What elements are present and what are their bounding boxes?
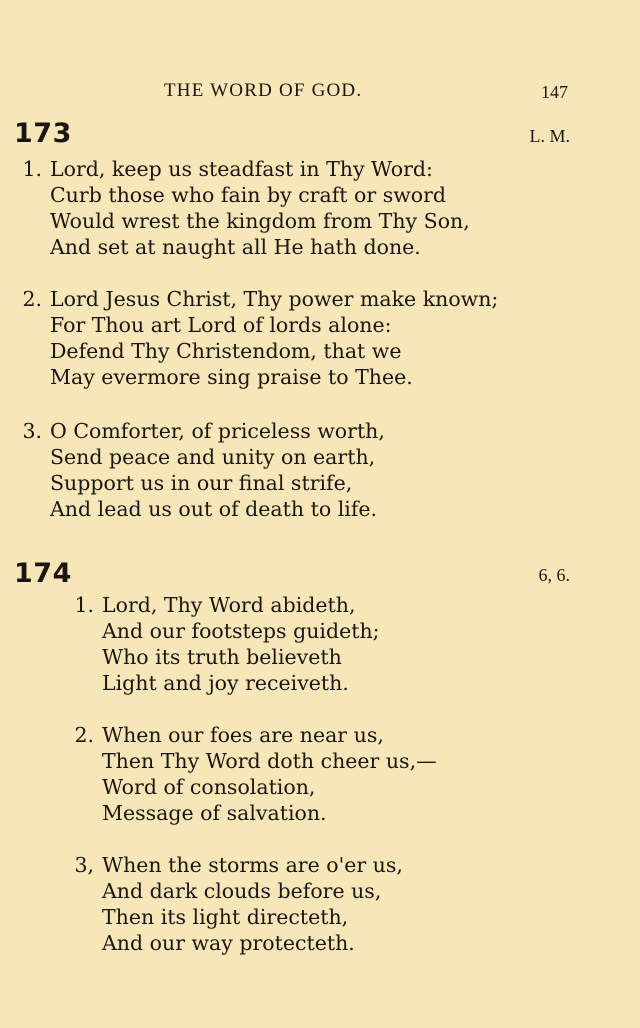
verse-1	[22, 156, 470, 260]
verse-line: Word of consolation,	[102, 775, 316, 799]
verse-line: Lord Jesus Christ, Thy power make known;	[50, 287, 499, 311]
verse-line: Who its truth believeth	[102, 645, 342, 669]
verse-2	[74, 722, 437, 826]
verse-number: 3,	[74, 853, 94, 877]
verse-line: Message of salvation.	[102, 801, 327, 825]
verse-line: May evermore sing praise to Thee.	[50, 365, 413, 389]
verse-line: Lord, keep us steadfast in Thy Word:	[50, 157, 433, 181]
verse-line: Light and joy receiveth.	[102, 671, 349, 695]
hymn-meter: L. M.	[529, 126, 570, 146]
running-head	[0, 80, 640, 110]
hymn-number: 173	[14, 118, 72, 149]
verse-line: Lord, Thy Word abideth,	[102, 593, 356, 617]
verse-number: 1.	[22, 157, 42, 181]
verse-line: When the storms are o'er us,	[102, 853, 403, 877]
verse-number: 3.	[22, 419, 42, 443]
running-title: THE WORD OF GOD.	[164, 80, 363, 101]
verse-line: And set at naught all He hath done.	[50, 235, 421, 259]
verse-3	[22, 418, 385, 522]
verse-line: For Thou art Lord of lords alone:	[50, 313, 392, 337]
hymn-number: 174	[14, 558, 72, 589]
verse-number: 1.	[74, 593, 94, 617]
verse-line: When our foes are near us,	[102, 723, 384, 747]
verse-line: Send peace and unity on earth,	[50, 445, 376, 469]
verse-number: 2.	[74, 723, 94, 747]
verse-line: O Comforter, of priceless worth,	[50, 419, 385, 443]
verse-line: Then Thy Word doth cheer us,—	[102, 749, 437, 773]
page-number: 147	[541, 82, 568, 102]
verse-number: 2.	[22, 287, 42, 311]
verse-1	[74, 592, 380, 696]
verse-line: And our footsteps guideth;	[102, 619, 380, 643]
hymn-meter: 6, 6.	[538, 565, 570, 585]
verse-2	[22, 286, 499, 390]
verse-line: And lead us out of death to life.	[50, 497, 378, 521]
verse-line: Support us in our final strife,	[50, 471, 353, 495]
verse-line: And dark clouds before us,	[102, 879, 382, 903]
verse-line: Would wrest the kingdom from Thy Son,	[50, 209, 470, 233]
verse-line: And our way protecteth.	[102, 931, 355, 955]
verse-line: Curb those who fain by craft or sword	[50, 183, 447, 207]
verse-line: Then its light directeth,	[102, 905, 349, 929]
verse-3	[74, 852, 403, 956]
verse-line: Defend Thy Christendom, that we	[50, 339, 402, 363]
